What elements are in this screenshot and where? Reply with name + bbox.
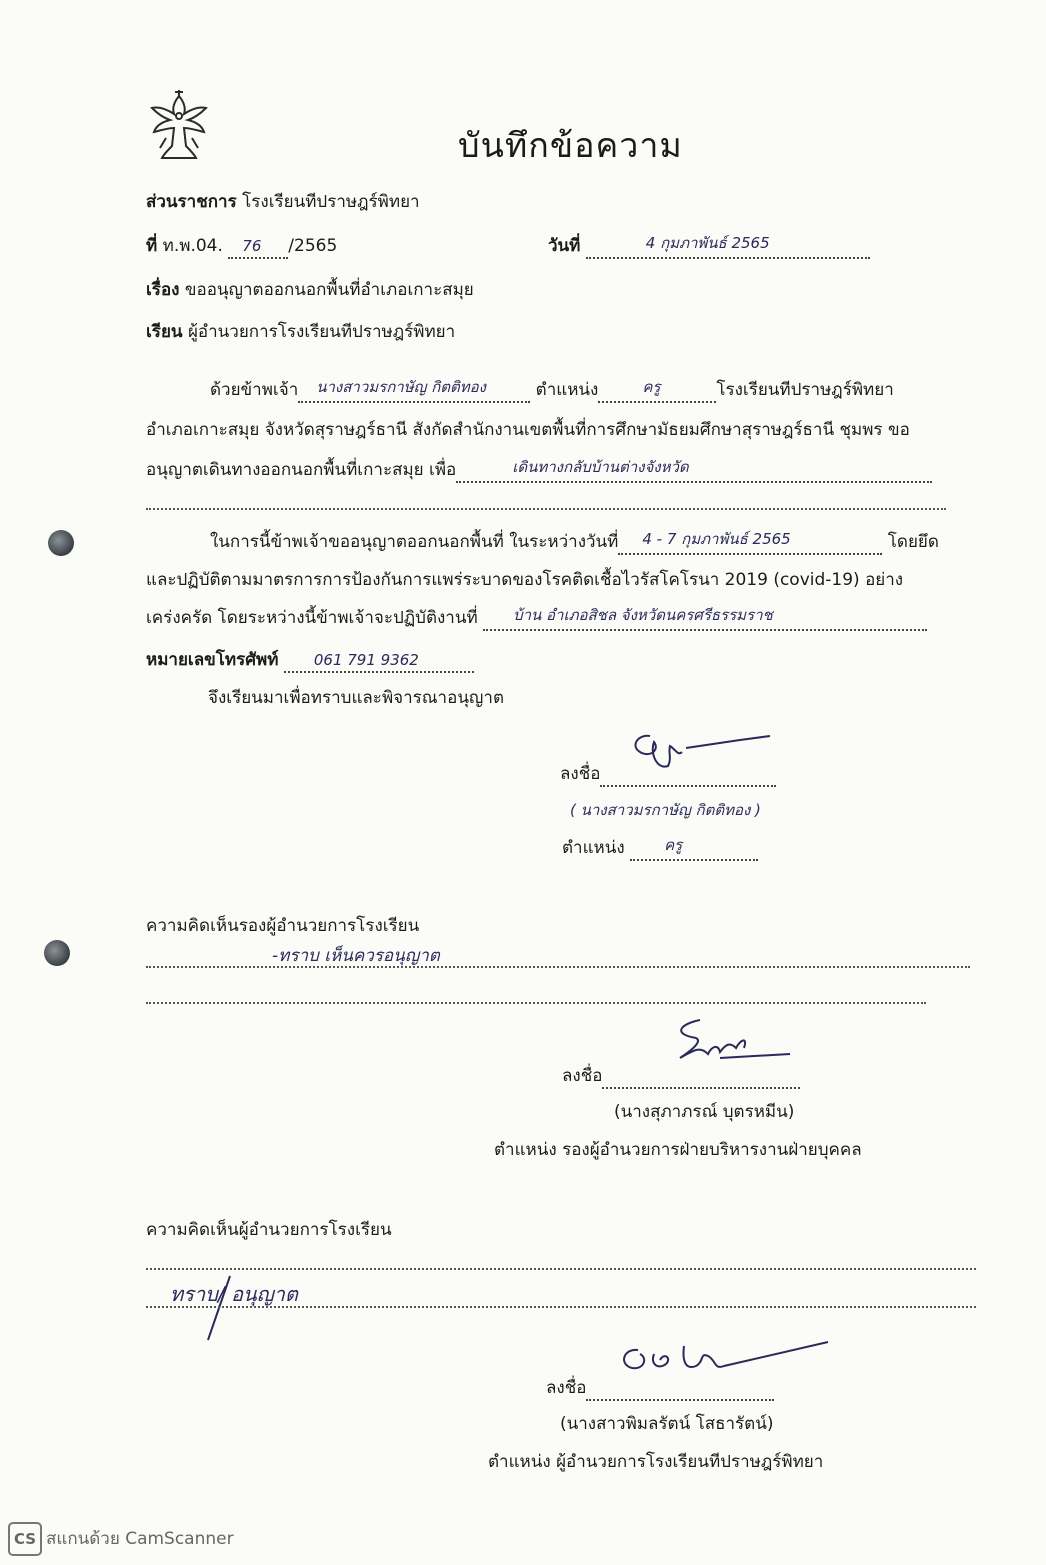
p2-place: บ้าน อำเภอสิชล จังหวัดนครศรีธรรมราช: [513, 606, 773, 624]
camscanner-footer: [8, 1522, 234, 1556]
phone-value: 061 791 9362: [313, 651, 419, 669]
agency-value: โรงเรียนทีปราษฎร์พิทยา: [242, 192, 420, 212]
date-field: [586, 235, 870, 259]
to-value: ผู้อำนวยการโรงเรียนทีปราษฎร์พิทยา: [187, 322, 456, 342]
sig1-row: [560, 760, 776, 787]
deputy-position: ตำแหน่ง รองผู้อำนวยการฝ่ายบริหารงานฝ่ายบุคคล: [494, 1140, 862, 1160]
deputy-comment: -ทราบ เห็นควรอนุญาต: [272, 946, 440, 966]
date-row: [548, 232, 870, 259]
page-title: บันทึกข้อความ: [458, 126, 683, 166]
p2-line1: [210, 528, 939, 555]
p2-intro: ในการนี้ข้าพเจ้าขออนุญาตออกนอกพื้นที่ ในระหว่างวันที่: [210, 532, 619, 552]
camscanner-text: สแกนด้วย CamScanner: [46, 1529, 234, 1549]
to-row: [146, 318, 455, 345]
ref-label: ที่: [146, 236, 158, 256]
p2-after: โดยยึด: [887, 532, 939, 552]
phone-field: [284, 649, 474, 673]
p1-line3-text: อนุญาตเดินทางออกนอกพื้นที่เกาะสมุย เพื่อ: [146, 460, 457, 480]
subject-value: ขออนุญาตออกนอกพื้นที่อำเภอเกาะสมุย: [184, 280, 474, 300]
p1-name-field: [298, 379, 530, 403]
sig1-label: ลงชื่อ: [560, 764, 601, 784]
p1-purpose: เดินทางกลับบ้านต่างจังหวัด: [512, 458, 689, 476]
p2-line3-text: เคร่งครัด โดยระหว่างนี้ข้าพเจ้าจะปฏิบัติงานที่: [146, 608, 478, 628]
camscanner-logo: CS: [8, 1522, 42, 1556]
director-comment-rule-2: [146, 1306, 976, 1308]
director-heading: ความคิดเห็นผู้อำนวยการโรงเรียน: [146, 1220, 392, 1240]
p1-line1: [210, 376, 894, 403]
agency-row: [146, 188, 420, 215]
p2-dates: 4 - 7 กุมภาพันธ์ 2565: [642, 530, 791, 548]
date-value: 4 กุมภาพันธ์ 2565: [645, 234, 770, 252]
deputy-heading: ความคิดเห็นรองผู้อำนวยการโรงเรียน: [146, 916, 420, 936]
p1-position: ครู: [642, 378, 661, 396]
blank-rule: [146, 508, 946, 510]
sig1-position: ครู: [664, 836, 683, 854]
subject-label: เรื่อง: [146, 280, 180, 300]
sig1-name: ( นางสาวมรกาษัญ กิตติทอง ): [570, 801, 761, 819]
closing-text: จึงเรียนมาเพื่อทราบและพิจารณาอนุญาต: [208, 688, 505, 708]
p2-dates-field: [618, 531, 882, 555]
p2-place-field: [483, 607, 927, 631]
p1-line2: อำเภอเกาะสมุย จังหวัดสุราษฎร์ธานี สังกัดสำนักงานเขตพื้นที่การศึกษามัธยมศึกษาสุราษฎร์ธานี ชุมพร ขอ: [146, 420, 910, 440]
p1-intro: ด้วยข้าพเจ้า: [210, 380, 299, 400]
director-sig-row: [546, 1374, 774, 1401]
director-position: ตำแหน่ง ผู้อำนวยการโรงเรียนทีปราษฎร์พิทยา: [488, 1452, 824, 1472]
punch-hole-bottom: [44, 940, 70, 966]
ref-number-field: [228, 235, 288, 259]
director-comment: ทราบ/ อนุญาต: [170, 1282, 298, 1306]
phone-label: หมายเลขโทรศัพท์: [146, 650, 279, 670]
sig1-position-label: ตำแหน่ง: [562, 838, 625, 858]
p1-line3: [146, 456, 932, 483]
date-label: วันที่: [548, 236, 581, 256]
director-name: (นางสาวพิมลรัตน์ โสธารัตน์): [560, 1414, 774, 1434]
sig1-line: [600, 763, 776, 787]
deputy-comment-rule-1: [146, 966, 970, 968]
director-comment-slash: [200, 1272, 240, 1344]
p1-purpose-field: [456, 459, 932, 483]
director-comment-rule-1: [146, 1268, 976, 1270]
sig1-position-row: [562, 834, 758, 861]
p1-school: โรงเรียนทีปราษฎร์พิทยา: [716, 380, 894, 400]
to-label: เรียน: [146, 322, 183, 342]
ref-prefix: ท.พ.04.: [162, 236, 223, 256]
deputy-comment-rule-2: [146, 1002, 926, 1004]
garuda-emblem-icon: [146, 88, 212, 164]
p1-name: นางสาวมรกาษัญ กิตติทอง: [316, 378, 486, 396]
director-sig-label: ลงชื่อ: [546, 1378, 587, 1398]
subject-row: [146, 276, 474, 303]
p1-position-label: ตำแหน่ง: [535, 380, 599, 400]
phone-row: [146, 646, 474, 673]
deputy-name: (นางสุภาภรณ์ บุตรหมีน): [614, 1102, 795, 1122]
p1-position-field: [598, 379, 716, 403]
ref-suffix: /2565: [288, 236, 338, 256]
deputy-sig-line: [602, 1065, 800, 1089]
ref-number: 76: [242, 237, 262, 255]
punch-hole-top: [48, 530, 74, 556]
director-sig-line: [586, 1377, 774, 1401]
sig1-position-field: [630, 837, 758, 861]
ref-row: [146, 232, 337, 259]
deputy-sig-row: [562, 1062, 800, 1089]
deputy-sig-label: ลงชื่อ: [562, 1066, 603, 1086]
p2-line2: และปฏิบัติตามมาตรการการป้องกันการแพร่ระบาดของโรคติดเชื้อไวรัสโคโรนา 2019 (covid-19) อย่าง: [146, 570, 904, 590]
agency-label: ส่วนราชการ: [146, 192, 237, 212]
p2-line3: [146, 604, 927, 631]
